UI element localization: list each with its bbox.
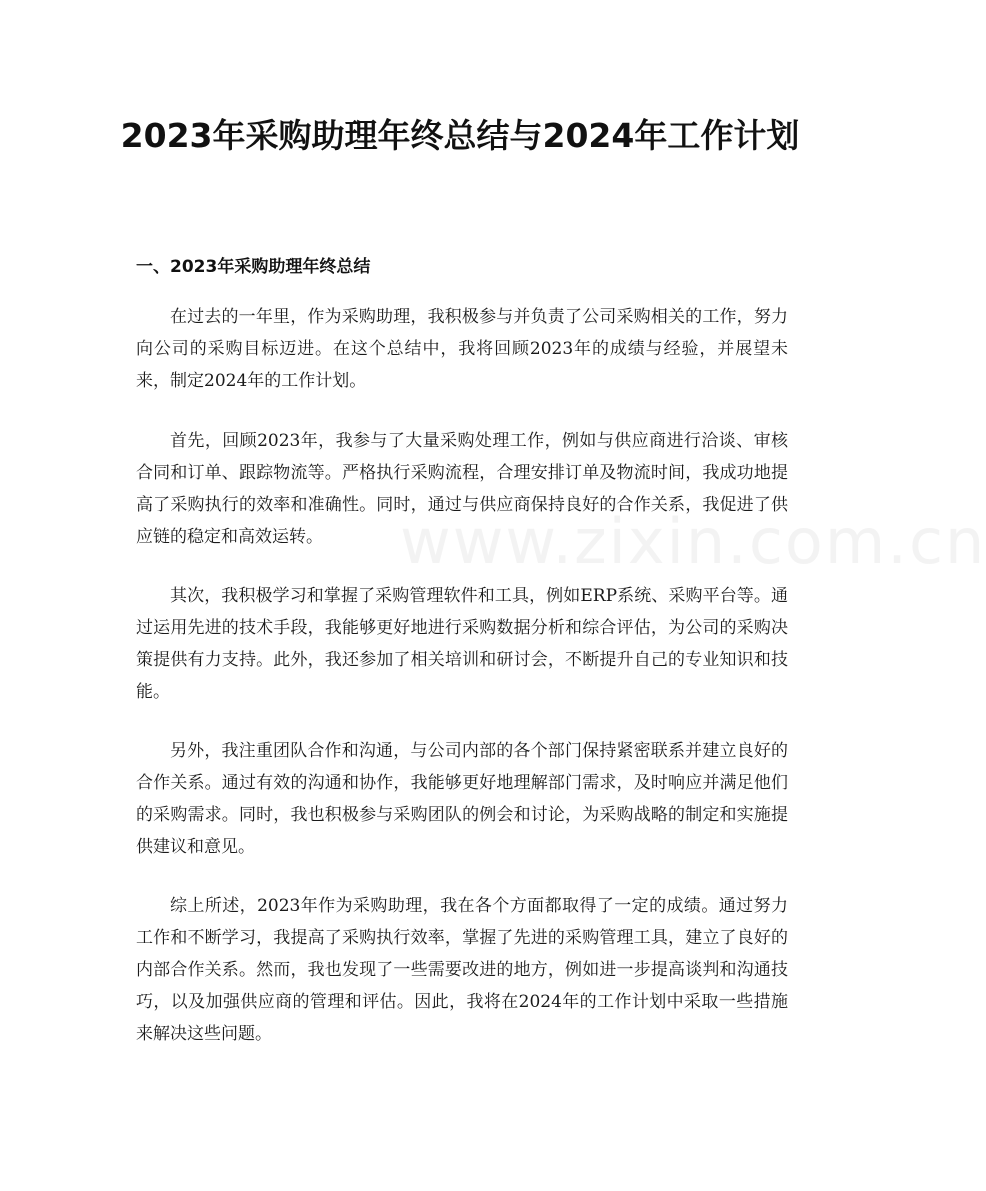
document-title: 2023年采购助理年终总结与2024年工作计划 (120, 116, 800, 155)
paragraph-summary: 综上所述，2023年作为采购助理，我在各个方面都取得了一定的成绩。通过努力工作和不断学习，我提高了采购执行效率，掌握了先进的采购管理工具，建立了良好的内部合作关系。然而，我也发现了一些需要改进的地方，例如进一步提高谈判和沟通技巧，以及加强供应商的管理和评估。因此，我将在2024年的工作计划中采取一些措施来解决这些问题。 (136, 896, 788, 1044)
paragraph-first: 首先，回顾2023年，我参与了大量采购处理工作，例如与供应商进行洽谈、审核合同和订单、跟踪物流等。严格执行采购流程，合理安排订单及物流时间，我成功地提高了采购执行的效率和准确性。同时，通过与供应商保持良好的合作关系，我促进了供应链的稳定和高效运转。 (136, 431, 788, 547)
paragraph-second: 其次，我积极学习和掌握了采购管理软件和工具，例如ERP系统、采购平台等。通过运用先进的技术手段，我能够更好地进行采购数据分析和综合评估，为公司的采购决策提供有力支持。此外，我还参加了相关培训和研讨会，不断提升自己的专业知识和技能。 (136, 586, 788, 702)
watermark: www.zixin.com.cn (400, 505, 986, 578)
paragraph-intro: 在过去的一年里，作为采购助理，我积极参与并负责了公司采购相关的工作，努力向公司的采购目标迈进。在这个总结中，我将回顾2023年的成绩与经验，并展望未来，制定2024年的工作计划。 (136, 307, 788, 391)
section-heading: 一、2023年采购助理年终总结 (136, 257, 371, 277)
paragraph-third: 另外，我注重团队合作和沟通，与公司内部的各个部门保持紧密联系并建立良好的合作关系。通过有效的沟通和协作，我能够更好地理解部门需求，及时响应并满足他们的采购需求。同时，我也积极参与采购团队的例会和讨论，为采购战略的制定和实施提供建议和意见。 (136, 741, 788, 857)
